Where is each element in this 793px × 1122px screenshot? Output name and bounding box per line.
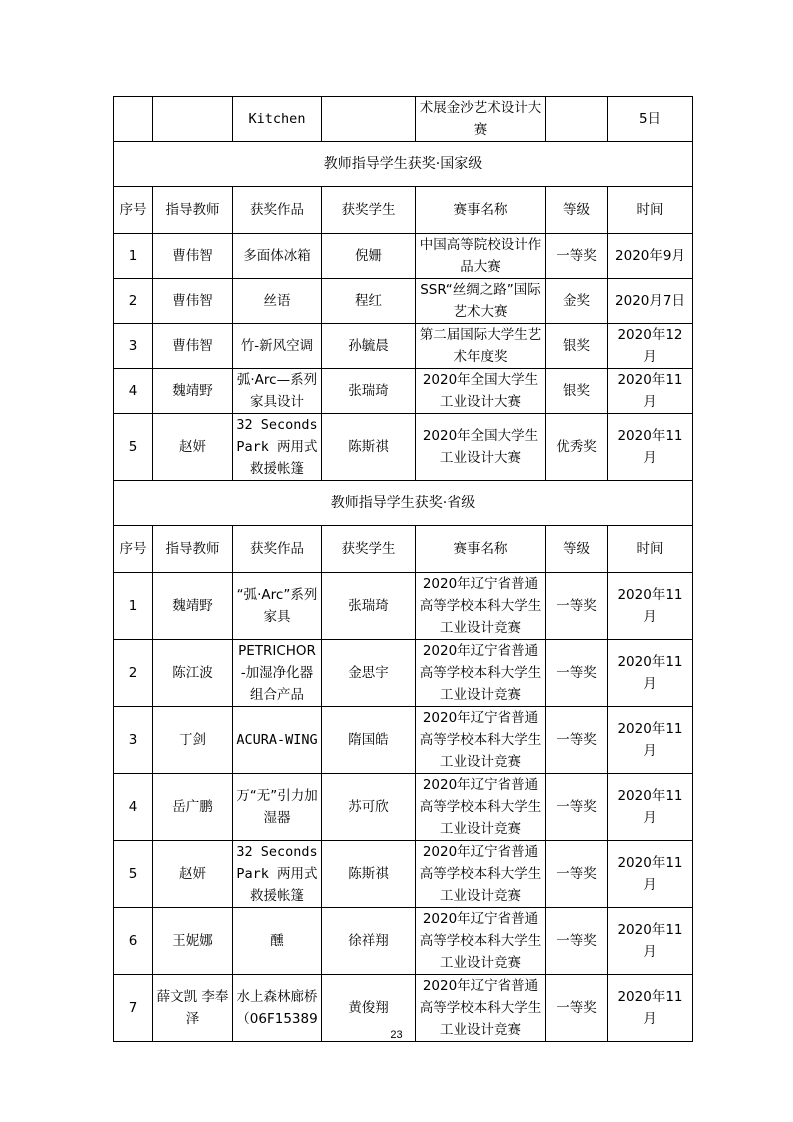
cell-index: 3 [114, 324, 153, 369]
table-row [114, 908, 693, 975]
table-row [114, 369, 693, 414]
cell-index: 1 [114, 234, 153, 279]
cell-student: 程红 [322, 279, 416, 324]
cell-date: 2020月7日 [608, 279, 693, 324]
header-date: 时间 [608, 526, 693, 573]
cell-index: 5 [114, 841, 153, 908]
cell-student: 黄俊翔 [322, 975, 416, 1042]
cell-date: 2020年11月 [608, 573, 693, 640]
cell-competition: 术展金沙艺术设计大赛 [416, 97, 546, 142]
cell-date: 2020年9月 [608, 234, 693, 279]
cell-teacher: 丁剑 [153, 707, 233, 774]
cell-student: 陈斯祺 [322, 414, 416, 481]
header-student: 获奖学生 [322, 526, 416, 573]
cell-work: 32 Seconds Park 两用式救援帐篷 [233, 841, 322, 908]
cell-level: 一等奖 [546, 234, 608, 279]
table-row [114, 573, 693, 640]
cell-level: 一等奖 [546, 707, 608, 774]
header-index: 序号 [114, 187, 153, 234]
cell-index: 6 [114, 908, 153, 975]
cell-level: 一等奖 [546, 841, 608, 908]
table-row [114, 774, 693, 841]
table-row [114, 234, 693, 279]
cell-competition: 中国高等院校设计作品大赛 [416, 234, 546, 279]
cell-competition: 2020年辽宁省普通高等学校本科大学生工业设计竞赛 [416, 975, 546, 1042]
section-title-row [114, 142, 693, 187]
cell-teacher [153, 97, 233, 142]
header-index: 序号 [114, 526, 153, 573]
header-row [114, 526, 693, 573]
cell-teacher: 魏靖野 [153, 573, 233, 640]
cell-competition: 第二届国际大学生艺术年度奖 [416, 324, 546, 369]
cell-competition: 2020年全国大学生工业设计大赛 [416, 369, 546, 414]
cell-student: 张瑞琦 [322, 369, 416, 414]
header-teacher: 指导教师 [153, 526, 233, 573]
cell-competition: 2020年辽宁省普通高等学校本科大学生工业设计竞赛 [416, 640, 546, 707]
cell-student: 倪姗 [322, 234, 416, 279]
header-competition: 赛事名称 [416, 526, 546, 573]
awards-table [113, 96, 693, 1042]
cell-level: 一等奖 [546, 975, 608, 1042]
cell-student: 苏可欣 [322, 774, 416, 841]
cell-date: 2020年11月 [608, 908, 693, 975]
cell-work: ACURA-WING [233, 707, 322, 774]
cell-level: 一等奖 [546, 573, 608, 640]
cell-teacher: 岳广鹏 [153, 774, 233, 841]
cell-work: 醺 [233, 908, 322, 975]
cell-competition: 2020年辽宁省普通高等学校本科大学生工业设计竞赛 [416, 774, 546, 841]
header-work: 获奖作品 [233, 526, 322, 573]
cell-index: 5 [114, 414, 153, 481]
cell-teacher: 曹伟智 [153, 324, 233, 369]
header-student: 获奖学生 [322, 187, 416, 234]
cell-level: 银奖 [546, 369, 608, 414]
cell-teacher: 陈江波 [153, 640, 233, 707]
cell-level [546, 97, 608, 142]
cell-index: 2 [114, 279, 153, 324]
header-teacher: 指导教师 [153, 187, 233, 234]
cell-work: 弧·Arc—系列家具设计 [233, 369, 322, 414]
section-title: 教师指导学生获奖·省级 [114, 481, 693, 526]
cell-work: 万“无”引力加湿器 [233, 774, 322, 841]
cell-index [114, 97, 153, 142]
header-row [114, 187, 693, 234]
table-row [114, 414, 693, 481]
header-level: 等级 [546, 526, 608, 573]
cell-index: 3 [114, 707, 153, 774]
header-competition: 赛事名称 [416, 187, 546, 234]
cell-level: 一等奖 [546, 908, 608, 975]
cell-index: 4 [114, 369, 153, 414]
table-row [114, 640, 693, 707]
header-work: 获奖作品 [233, 187, 322, 234]
cell-work: 竹-新风空调 [233, 324, 322, 369]
cell-competition: 2020年全国大学生工业设计大赛 [416, 414, 546, 481]
cell-index: 7 [114, 975, 153, 1042]
header-date: 时间 [608, 187, 693, 234]
table-row [114, 324, 693, 369]
cell-work: 32 Seconds Park 两用式救援帐篷 [233, 414, 322, 481]
table-row [114, 279, 693, 324]
cell-competition: 2020年辽宁省普通高等学校本科大学生工业设计竞赛 [416, 908, 546, 975]
table-row [114, 707, 693, 774]
cell-teacher: 曹伟智 [153, 279, 233, 324]
cell-work: “弧·Arc”系列家具 [233, 573, 322, 640]
header-level: 等级 [546, 187, 608, 234]
cell-level: 一等奖 [546, 640, 608, 707]
cell-student [322, 97, 416, 142]
cell-index: 4 [114, 774, 153, 841]
cell-teacher: 魏靖野 [153, 369, 233, 414]
cell-competition: 2020年辽宁省普通高等学校本科大学生工业设计竞赛 [416, 573, 546, 640]
cell-student: 隋国皓 [322, 707, 416, 774]
cell-date: 2020年11月 [608, 841, 693, 908]
cell-teacher: 薛文凯 李奉泽 [153, 975, 233, 1042]
cell-competition: 2020年辽宁省普通高等学校本科大学生工业设计竞赛 [416, 841, 546, 908]
cell-level: 金奖 [546, 279, 608, 324]
cell-level: 优秀奖 [546, 414, 608, 481]
cell-date: 2020年11月 [608, 369, 693, 414]
section-title: 教师指导学生获奖·国家级 [114, 142, 693, 187]
cell-student: 徐祥翔 [322, 908, 416, 975]
cell-date: 2020年11月 [608, 414, 693, 481]
cell-date: 2020年11月 [608, 975, 693, 1042]
cell-work: 丝语 [233, 279, 322, 324]
continued-row [114, 97, 693, 142]
cell-teacher: 曹伟智 [153, 234, 233, 279]
cell-teacher: 赵妍 [153, 414, 233, 481]
cell-level: 一等奖 [546, 774, 608, 841]
cell-index: 2 [114, 640, 153, 707]
cell-work: 水上森林廊桥（06F15389 [233, 975, 322, 1042]
cell-work: PETRICHOR-加湿净化器组合产品 [233, 640, 322, 707]
cell-competition: 2020年辽宁省普通高等学校本科大学生工业设计竞赛 [416, 707, 546, 774]
cell-student: 张瑞琦 [322, 573, 416, 640]
table-row [114, 841, 693, 908]
cell-date: 2020年11月 [608, 640, 693, 707]
cell-work: Kitchen [233, 97, 322, 142]
section-title-row [114, 481, 693, 526]
page-number: 23 [390, 1029, 403, 1041]
cell-teacher: 赵妍 [153, 841, 233, 908]
cell-date: 2020年11月 [608, 774, 693, 841]
cell-student: 孙毓晨 [322, 324, 416, 369]
cell-level: 银奖 [546, 324, 608, 369]
cell-student: 陈斯祺 [322, 841, 416, 908]
cell-date: 2020年11月 [608, 707, 693, 774]
cell-student: 金思宇 [322, 640, 416, 707]
cell-work: 多面体冰箱 [233, 234, 322, 279]
cell-date: 5日 [608, 97, 693, 142]
cell-competition: SSR“丝绸之路”国际艺术大赛 [416, 279, 546, 324]
cell-teacher: 王妮娜 [153, 908, 233, 975]
cell-date: 2020年12月 [608, 324, 693, 369]
cell-index: 1 [114, 573, 153, 640]
